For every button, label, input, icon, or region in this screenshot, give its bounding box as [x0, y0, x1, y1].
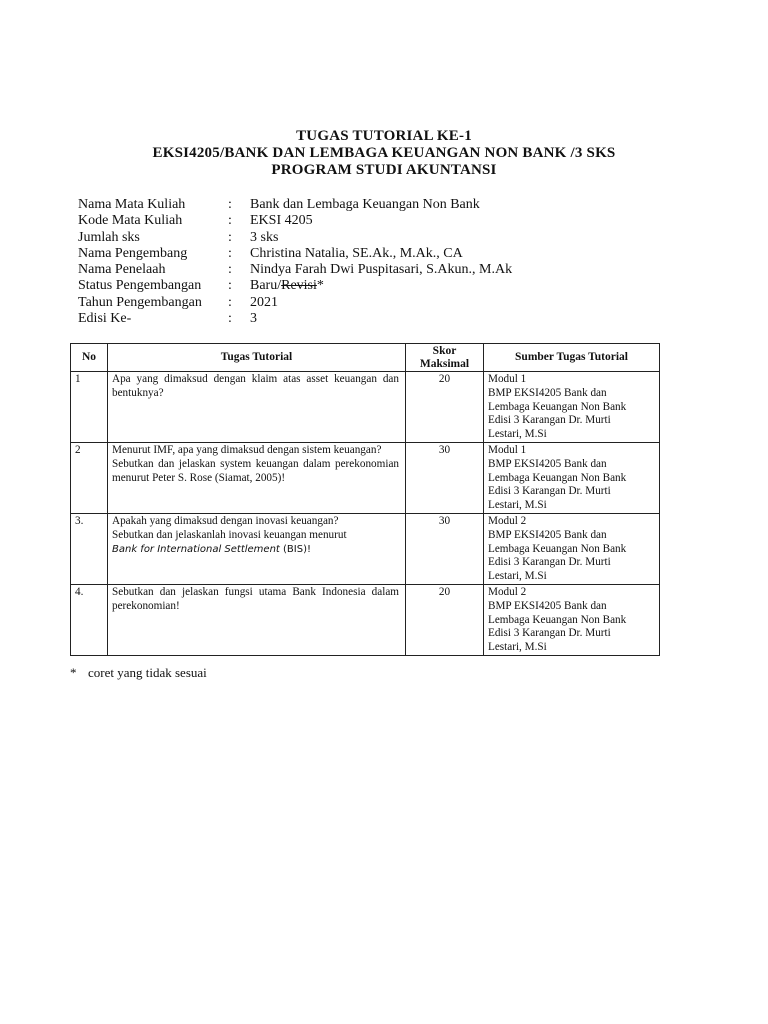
status-revisi-struck: Revisi — [281, 278, 317, 294]
row-task: Apa yang dimaksud dengan klaim atas asset keuangan dan bentuknya? — [108, 372, 406, 443]
row-source — [484, 372, 660, 443]
info-label: Tahun Pengembangan — [78, 294, 202, 310]
source-line: Modul 2 — [488, 514, 527, 527]
task-text: Sebutkan dan jelaskanlah inovasi keuangan menurut — [112, 528, 347, 541]
source-line: Edisi 3 Karangan Dr. Murti — [488, 556, 611, 569]
source-line: Lestari, M.Si — [488, 641, 547, 654]
source-line: Lembaga Keuangan Non Bank — [488, 542, 627, 555]
row-no: 3. — [71, 513, 108, 584]
info-label: Kode Mata Kuliah — [78, 213, 183, 229]
info-value: Nindya Farah Dwi Puspitasari, S.Akun., M.Ak — [250, 262, 513, 278]
table-row — [71, 442, 660, 513]
source-line: Lembaga Keuangan Non Bank — [488, 471, 627, 484]
header-sumber: Sumber Tugas Tutorial — [484, 344, 660, 372]
table-header-row — [71, 344, 660, 372]
header-no: No — [71, 344, 108, 372]
row-score: 30 — [406, 442, 484, 513]
source-line: Lembaga Keuangan Non Bank — [488, 400, 627, 413]
row-source — [484, 442, 660, 513]
row-source — [484, 513, 660, 584]
row-task — [108, 513, 406, 584]
footnote-asterisk: * — [70, 665, 77, 680]
source-line: BMP EKSI4205 Bank dan — [488, 528, 607, 541]
status-baru: Baru/ — [250, 278, 282, 294]
info-label: Edisi Ke- — [78, 311, 132, 327]
course-info — [78, 197, 512, 327]
row-no: 1 — [71, 372, 108, 443]
task-line: Menurut IMF, apa yang dimaksud dengan sistem keuangan? — [112, 443, 382, 456]
info-label: Nama Penelaah — [78, 262, 166, 278]
task-line: Apakah yang dimaksud dengan inovasi keuangan? — [112, 514, 339, 527]
info-label: Nama Pengembang — [78, 245, 188, 261]
info-row — [78, 278, 512, 294]
table-row — [71, 513, 660, 584]
row-no: 2 — [71, 442, 108, 513]
title-line-1: TUGAS TUTORIAL KE-1 — [296, 128, 472, 144]
source-line: Edisi 3 Karangan Dr. Murti — [488, 485, 611, 498]
source-line: Modul 1 — [488, 443, 527, 456]
source-line: Lestari, M.Si — [488, 570, 547, 583]
info-value: Christina Natalia, SE.Ak., M.Ak., CA — [250, 245, 463, 261]
info-label: Nama Mata Kuliah — [78, 197, 186, 212]
table-row — [71, 584, 660, 655]
tutorial-task-table — [70, 343, 660, 656]
footnote — [70, 665, 207, 681]
title-line-3: PROGRAM STUDI AKUNTANSI — [271, 162, 497, 178]
document-header — [0, 128, 768, 179]
info-value: 3 — [250, 311, 257, 327]
info-row — [78, 197, 512, 213]
info-label: Status Pengembangan — [78, 278, 202, 294]
row-source — [484, 584, 660, 655]
task-line: Sebutkan dan jelaskan system keuangan dalam perekonomian menurut Peter S. Rose (Siamat, 2005)! — [112, 457, 399, 484]
task-italic-text: Bank for International Settlement — [112, 543, 280, 555]
row-task: Sebutkan dan jelaskan fungsi utama Bank Indonesia dalam perekonomian! — [108, 584, 406, 655]
info-colon: : — [228, 278, 232, 294]
info-row — [78, 213, 512, 229]
header-tugas: Tugas Tutorial — [108, 344, 406, 372]
info-colon: : — [228, 245, 232, 261]
task-end-text: (BIS)! — [279, 543, 311, 555]
info-row — [78, 246, 512, 262]
info-value: 3 sks — [250, 229, 279, 245]
header-skor: Skor Maksimal — [406, 344, 484, 372]
status-asterisk: * — [316, 278, 324, 294]
source-line: Lestari, M.Si — [488, 499, 547, 512]
table-row — [71, 372, 660, 443]
source-line: Edisi 3 Karangan Dr. Murti — [488, 414, 611, 427]
info-colon: : — [228, 294, 232, 310]
task-bis-text — [112, 544, 311, 555]
info-row — [78, 311, 512, 327]
source-line: BMP EKSI4205 Bank dan — [488, 457, 607, 470]
info-row — [78, 295, 512, 311]
row-score: 20 — [406, 584, 484, 655]
info-row — [78, 262, 512, 278]
info-row — [78, 230, 512, 246]
info-colon: : — [228, 197, 232, 212]
footnote-text: coret yang tidak sesuai — [88, 665, 207, 680]
source-line: Lestari, M.Si — [488, 428, 547, 441]
info-colon: : — [228, 262, 232, 278]
info-value: Bank dan Lembaga Keuangan Non Bank — [250, 197, 480, 212]
row-score: 30 — [406, 513, 484, 584]
info-colon: : — [228, 229, 232, 245]
info-value: EKSI 4205 — [250, 213, 313, 229]
title-line-2: EKSI4205/BANK DAN LEMBAGA KEUANGAN NON BANK /3 SKS — [152, 145, 616, 161]
source-line: Modul 2 — [488, 585, 527, 598]
source-line: Modul 1 — [488, 373, 527, 385]
info-label: Jumlah sks — [78, 229, 140, 245]
row-task — [108, 442, 406, 513]
source-line: Lembaga Keuangan Non Bank — [488, 613, 627, 626]
info-value — [250, 278, 324, 294]
task-line — [112, 529, 399, 557]
source-line: Edisi 3 Karangan Dr. Murti — [488, 627, 611, 640]
row-score: 20 — [406, 372, 484, 443]
source-line: BMP EKSI4205 Bank dan — [488, 599, 607, 612]
info-colon: : — [228, 213, 232, 229]
info-value: 2021 — [250, 294, 278, 310]
row-no: 4. — [71, 584, 108, 655]
info-colon: : — [228, 311, 232, 327]
source-line: BMP EKSI4205 Bank dan — [488, 386, 607, 399]
